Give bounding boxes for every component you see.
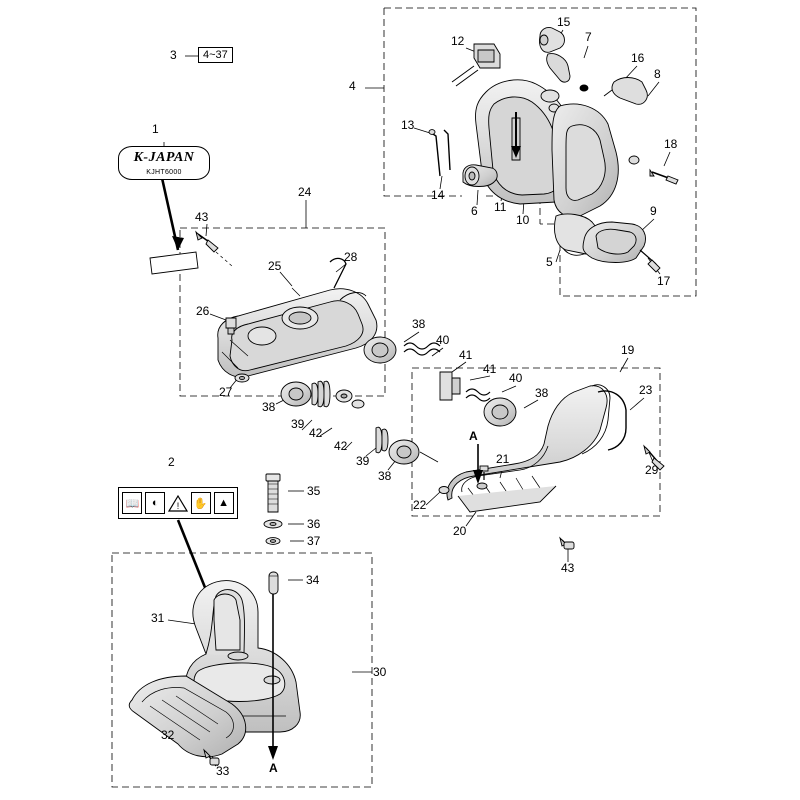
callout-31: 31 — [151, 611, 165, 625]
callout-41-b: 41 — [483, 362, 497, 376]
front-handle-assembly — [129, 581, 300, 766]
callout-39-b: 39 — [356, 454, 370, 468]
callout-43-b: 43 — [561, 561, 575, 575]
warning-label-plate — [118, 487, 238, 519]
part-8-trigger — [580, 78, 647, 105]
glove-icon: ✋ — [191, 492, 211, 514]
callout-20: 20 — [453, 524, 467, 538]
boot-icon: ▲ — [214, 492, 234, 514]
brand-nameplate — [118, 146, 210, 180]
part-13-rod — [429, 130, 450, 176]
eye-ear-icon: ◐ — [145, 492, 165, 514]
callout-24: 24 — [298, 185, 312, 199]
brand-name: K-JAPAN — [133, 150, 195, 165]
callout-34: 34 — [306, 573, 320, 587]
warning-triangle-icon — [168, 492, 188, 514]
callout-16: 16 — [631, 51, 645, 65]
callout-26: 26 — [196, 304, 210, 318]
callout-40-a: 40 — [436, 333, 450, 347]
callout-9: 9 — [650, 204, 657, 218]
callout-42-a: 42 — [309, 426, 323, 440]
section-marker-a-lower: A — [269, 761, 278, 775]
callout-38-d: 38 — [378, 469, 392, 483]
callout-11: 11 — [494, 200, 507, 214]
callout-37: 37 — [307, 534, 321, 548]
callout-10: 10 — [516, 213, 530, 227]
callout-21: 21 — [496, 452, 510, 466]
callout-6: 6 — [471, 204, 478, 218]
callout-2: 2 — [168, 455, 175, 469]
callout-39-a: 39 — [291, 417, 305, 431]
callout-14: 14 — [431, 188, 445, 202]
callout-28: 28 — [344, 250, 358, 264]
callout-13: 13 — [401, 118, 415, 132]
callout-42-b: 42 — [334, 439, 348, 453]
fastener-parts — [264, 474, 282, 594]
book-icon: 📖 — [122, 492, 142, 514]
svg-text:!: ! — [176, 501, 180, 511]
callout-7: 7 — [585, 30, 592, 44]
callout-5: 5 — [546, 255, 553, 269]
callout-25: 25 — [268, 259, 282, 273]
callout-38-a: 38 — [412, 317, 426, 331]
range-badge: 4~37 — [198, 47, 233, 63]
callout-22: 22 — [413, 498, 427, 512]
callout-15: 15 — [557, 15, 571, 29]
callout-38-c: 38 — [535, 386, 549, 400]
callout-32: 32 — [161, 728, 175, 742]
callout-8: 8 — [654, 67, 661, 81]
callout-30: 30 — [373, 665, 387, 679]
callout-38-b: 38 — [262, 400, 276, 414]
callout-17: 17 — [657, 274, 671, 288]
callout-43-a: 43 — [195, 210, 209, 224]
callout-4: 4 — [349, 79, 356, 93]
callout-18: 18 — [664, 137, 678, 151]
callout-3: 3 — [170, 48, 177, 62]
callout-41-a: 41 — [459, 348, 473, 362]
section-marker-a-upper: A — [469, 429, 478, 443]
part-18-screw — [650, 170, 678, 184]
callout-23: 23 — [639, 383, 653, 397]
part-15-lever — [539, 27, 570, 82]
callout-27: 27 — [219, 385, 233, 399]
callout-36: 36 — [307, 517, 321, 531]
nameplate-pointer — [150, 178, 198, 274]
callout-1: 1 — [152, 122, 159, 136]
callout-29: 29 — [645, 463, 659, 477]
callout-12: 12 — [451, 34, 465, 48]
callout-19: 19 — [621, 343, 635, 357]
brand-model: KJHT6000 — [146, 169, 182, 176]
callout-35: 35 — [307, 484, 321, 498]
part-12-connector — [452, 44, 500, 86]
callout-40-b: 40 — [509, 371, 523, 385]
part-9-housing — [583, 222, 660, 272]
callout-33: 33 — [216, 764, 230, 778]
